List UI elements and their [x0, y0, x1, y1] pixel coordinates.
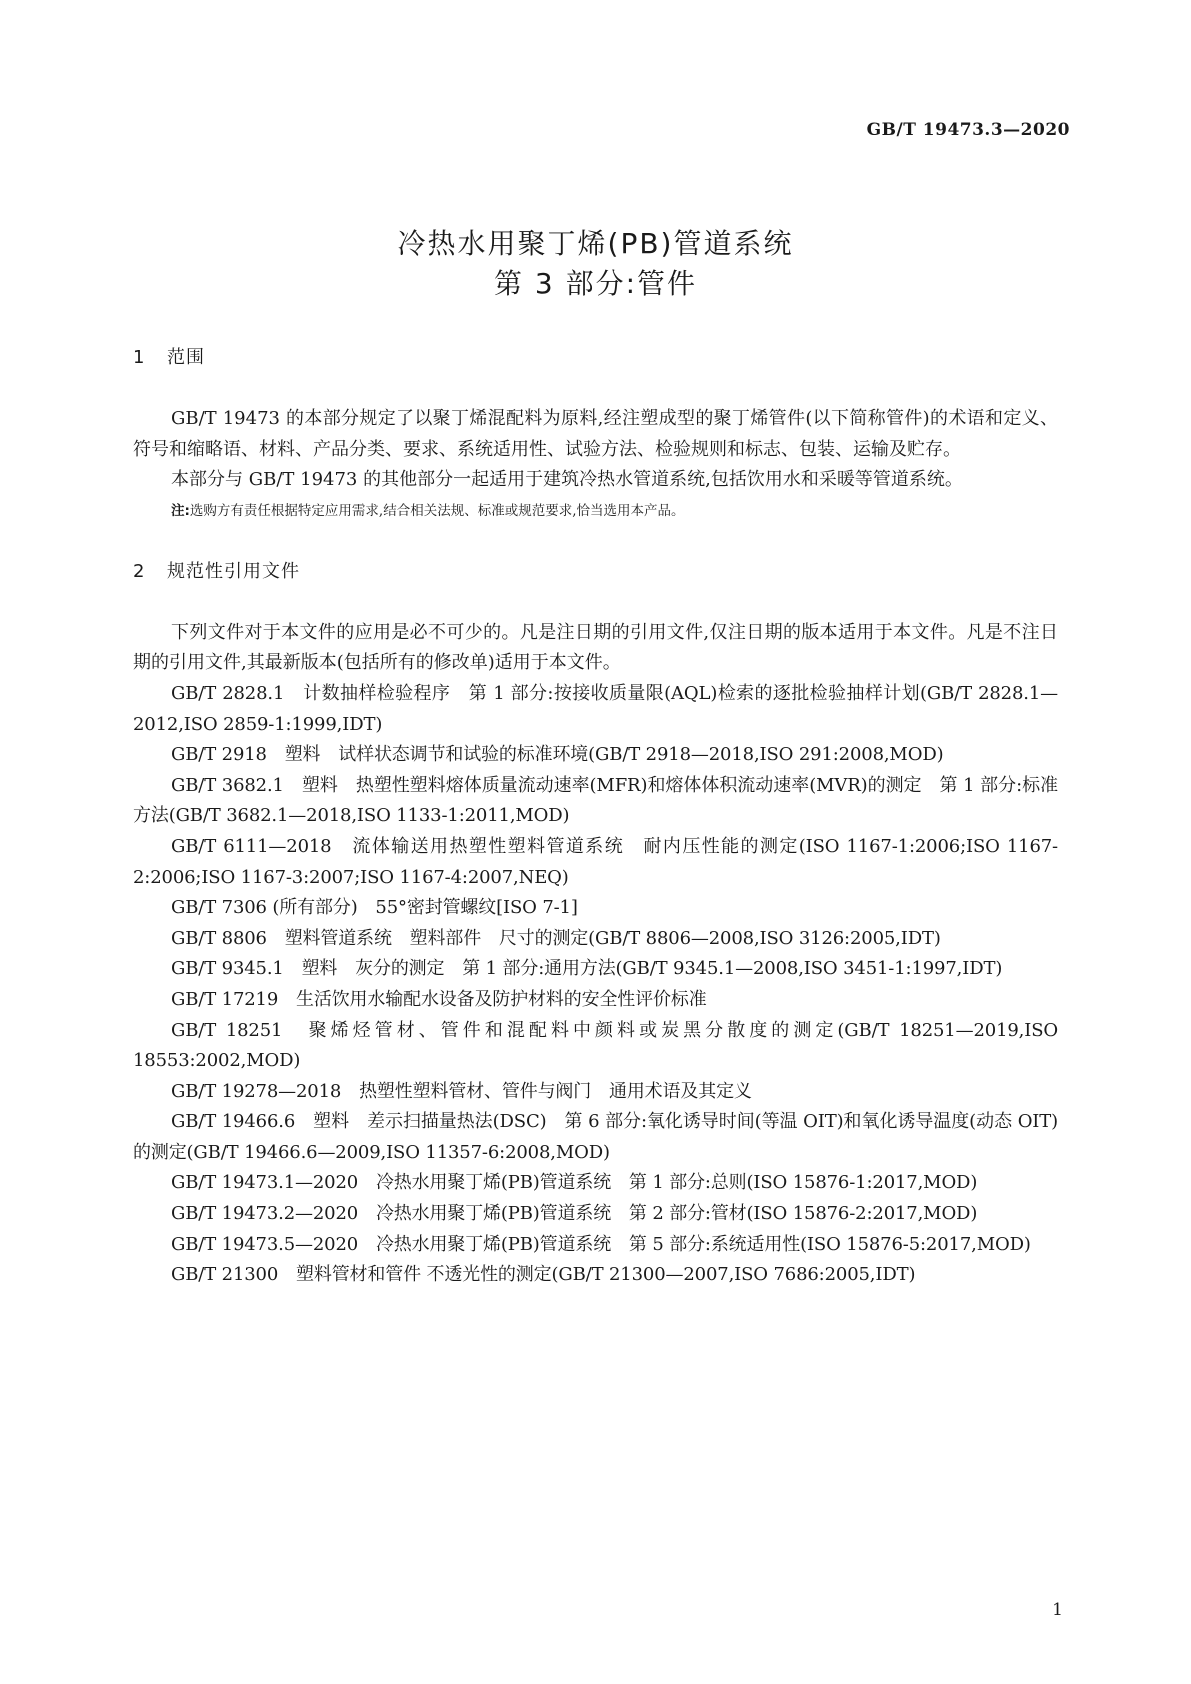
section-number: 2 — [133, 560, 146, 582]
document-title: 冷热水用聚丁烯(PB)管道系统 — [397, 227, 794, 260]
reference-item: GB/T 19473.5—2020 冷热水用聚丁烯(PB)管道系统 第 5 部分:系统适用性(ISO 15876-5:2017,MOD) — [171, 1233, 1031, 1255]
reference-item: GB/T 19473.1—2020 冷热水用聚丁烯(PB)管道系统 第 1 部分:总则(ISO 15876-1:2017,MOD) — [171, 1172, 978, 1194]
paragraph: 本部分与 GB/T 19473 的其他部分一起适用于建筑冷热水管道系统,包括饮用水和采暖等管道系统。 — [171, 469, 963, 491]
document-body — [133, 342, 1058, 1291]
reference-item: GB/T 7306 (所有部分) 55°密封管螺纹[ISO 7-1] — [171, 897, 578, 919]
paragraph: GB/T 19473 的本部分规定了以聚丁烯混配料为原料,经注塑成型的聚丁烯管件(以下简称管件)的术语和定义、符号和缩略语、材料、产品分类、要求、系统适用性、试验方法、检验规则和标志、包装、运输及贮存。 — [133, 408, 1058, 460]
reference-item: GB/T 18251 聚烯烃管材、管件和混配料中颜料或炭黑分散度的测定(GB/T 18251—2019,ISO 18553:2002,MOD) — [133, 1019, 1058, 1072]
section-title: 范围 — [167, 347, 205, 368]
reference-item: GB/T 19473.2—2020 冷热水用聚丁烯(PB)管道系统 第 2 部分:管材(ISO 15876-2:2017,MOD) — [171, 1203, 978, 1225]
reference-item: GB/T 19278—2018 热塑性塑料管材、管件与阀门 通用术语及其定义 — [171, 1080, 752, 1102]
reference-item: GB/T 17219 生活饮用水输配水设备及防护材料的安全性评价标准 — [171, 988, 707, 1010]
page-number: 1 — [1052, 1600, 1063, 1620]
reference-item: GB/T 6111—2018 流体输送用热塑性塑料管道系统 耐内压性能的测定(ISO 1167-1:2006;ISO 1167-2:2006;ISO 1167-3:2007;ISO 1167-4:2007,NEQ) — [133, 835, 1058, 888]
standard-code: GB/T 19473.3—2020 — [866, 120, 1070, 140]
reference-item: GB/T 3682.1 塑料 热塑性塑料熔体质量流动速率(MFR)和熔体体积流动速率(MVR)的测定 第 1 部分:标准方法(GB/T 3682.1—2018,ISO 1133-1:2011,MOD) — [133, 774, 1058, 827]
reference-list — [133, 679, 1058, 1291]
reference-item: GB/T 2828.1 计数抽样检验程序 第 1 部分:按接收质量限(AQL)检索的逐批检验抽样计划(GB/T 2828.1—2012,ISO 2859-1:1999,IDT) — [133, 682, 1058, 735]
reference-item: GB/T 2918 塑料 试样状态调节和试验的标准环境(GB/T 2918—2018,ISO 291:2008,MOD) — [171, 744, 944, 766]
reference-item: GB/T 21300 塑料管材和管件 不透光性的测定(GB/T 21300—2007,ISO 7686:2005,IDT) — [171, 1264, 916, 1286]
document-subtitle: 第 3 部分:管件 — [493, 267, 698, 300]
note-label: 注: — [171, 502, 190, 519]
reference-item: GB/T 9345.1 塑料 灰分的测定 第 1 部分:通用方法(GB/T 9345.1—2008,ISO 3451-1:1997,IDT) — [171, 958, 1003, 980]
reference-item: GB/T 19466.6 塑料 差示扫描量热法(DSC) 第 6 部分:氧化诱导时间(等温 OIT)和氧化诱导温度(动态 OIT)的测定(GB/T 19466.6—2009,ISO 11357-6:2008,MOD) — [133, 1111, 1058, 1163]
section-title: 规范性引用文件 — [167, 560, 300, 582]
paragraph: 下列文件对于本文件的应用是必不可少的。凡是注日期的引用文件,仅注日期的版本适用于本文件。凡是不注日期的引用文件,其最新版本(包括所有的修改单)适用于本文件。 — [133, 621, 1058, 674]
note-text: 选购方有责任根据特定应用需求,结合相关法规、标准或规范要求,恰当选用本产品。 — [189, 502, 685, 519]
note — [133, 496, 1058, 526]
reference-item: GB/T 8806 塑料管道系统 塑料部件 尺寸的测定(GB/T 8806—2008,ISO 3126:2005,IDT) — [171, 927, 941, 949]
section-heading-normative-references — [133, 556, 1058, 588]
section-number: 1 — [133, 347, 146, 368]
section-heading-scope — [133, 342, 1058, 374]
